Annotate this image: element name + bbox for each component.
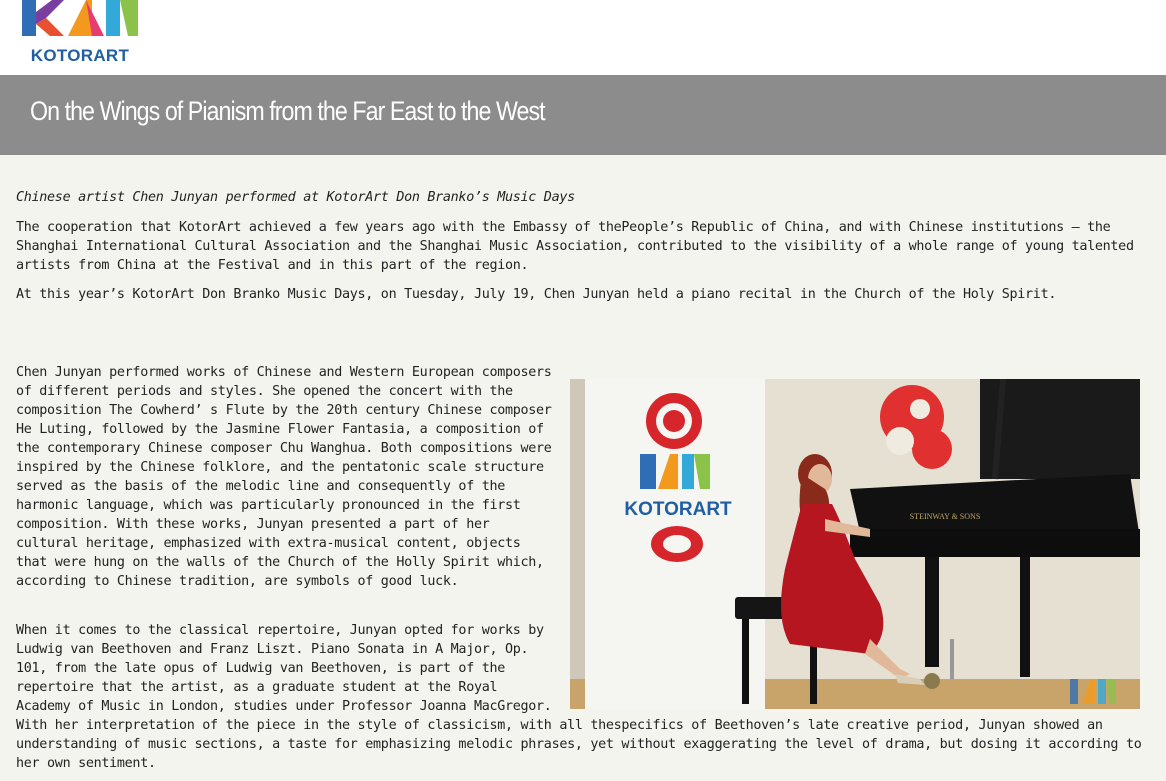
kotorart-logo-icon: [22, 0, 138, 36]
article-paragraph: Chen Junyan performed works of Chinese and Western European composers of different periods and styles. She opened the concert with the composition The Cowherd’ s Flute by the 20th century Chinese composer He Luting, followed by the Jasmine Flower Fantasia, a composition of the contemporary Chinese composer Chu Wanghua. Both compositions were inspired by the Chinese folklore, and the pentatonic scale structure served as the basis of the melodic line and consequently of the harmonic language, which was particularly pronounced in the first composition. With these works, Junyan presented a part of her cultural heritage, emphasized with extra-musical content, objects that were hung on the walls of the Church of the Holly Spirit which, according to Chinese tradition, are symbols of good luck.: [16, 365, 552, 589]
page-title-bar: [0, 75, 1166, 155]
article-paragraph: When it comes to the classical repertoire, Junyan opted for works by Ludwig van Beethoven and Franz Liszt. Piano Sonata in A Major, Op. 101, from the late opus of Ludwig van Beethoven, is part of the repertoire that the artist, as a graduate student at the Royal Academy of Music in London, studies under Professor Joanna MacGregor. With her interpretation of the piece in the style of classicism, with all thespecifics of Beethoven’s late creative period, Junyan showed an understanding of music sections, a taste for emphasizing melodic phrases, yet without exaggerating the level of drama, but dosing it according to her own sentiment.: [16, 623, 1142, 771]
article-paragraph: At this year’s KotorArt Don Branko Music Days, on Tuesday, July 19, Chen Junyan held a piano recital in the Church of the Holy Spirit.: [16, 287, 1057, 302]
site-header: [0, 0, 1166, 75]
article-subtitle: Chinese artist Chen Junyan performed at KotorArt Don Branko’s Music Days: [16, 190, 575, 205]
page-title: On the Wings of Pianism from the Far East to the West: [30, 96, 545, 126]
banner-text: KOTORART: [624, 499, 732, 520]
article-content: [0, 155, 1166, 781]
logo-text: KOTORART: [30, 46, 130, 65]
article-paragraph: The cooperation that KotorArt achieved a few years ago with the Embassy of thePeople’s Republic of China, and with Chinese institutions – the Shanghai International Cultural Association and the Shanghai Music Association, contributed to the visibility of a whole range of young talented artists from China at the Festival and in this part of the region.: [16, 220, 1134, 273]
site-logo[interactable]: [20, 0, 140, 68]
concert-photo[interactable]: [570, 379, 1140, 709]
piano-brand: STEINWAY & SONS: [909, 512, 981, 521]
